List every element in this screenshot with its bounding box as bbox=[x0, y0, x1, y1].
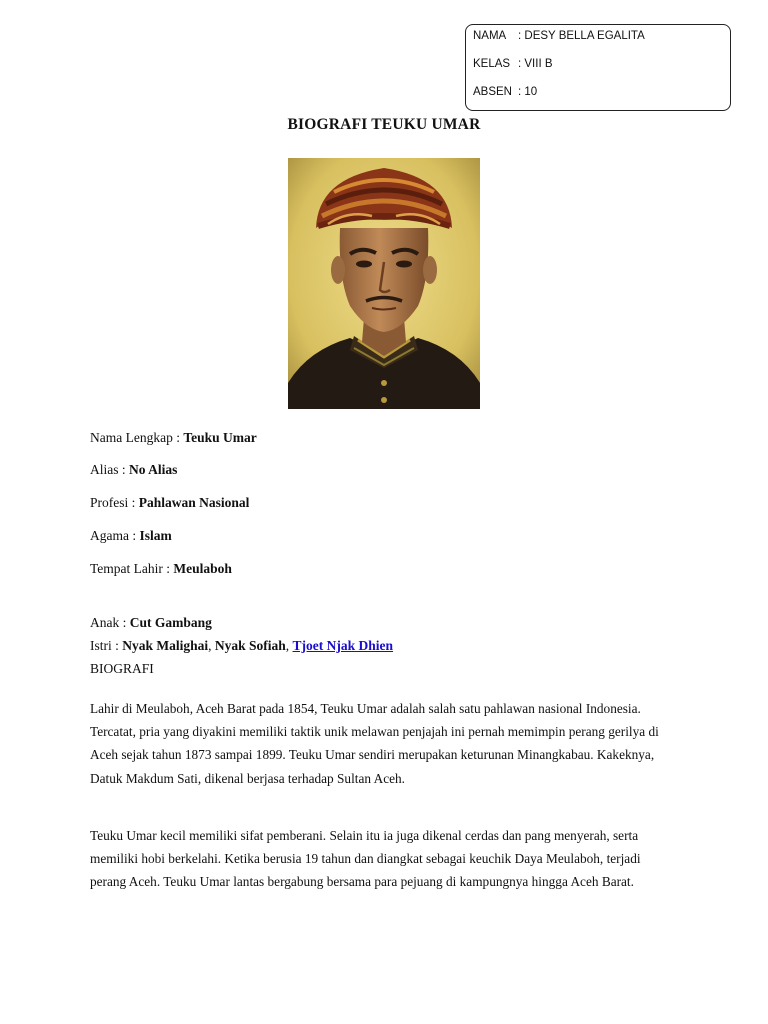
spouse-separator-2: , bbox=[285, 638, 293, 653]
info-profession bbox=[90, 495, 249, 511]
spouse-2: Nyak Sofiah bbox=[214, 638, 286, 653]
profession-label: Profesi : bbox=[90, 495, 139, 510]
biography-paragraph-1: Lahir di Meulaboh, Aceh Barat pada 1854, Teuku Umar adalah salah satu pahlawan nasional Indonesia. Tercatat, pria yang diyakini memiliki taktik unik melawan penjajah ini pernah memimpin perang gerilya di Aceh sejak tahun 1873 sampai 1899. Teuku Umar sendiri merupakan keturunan Minangkabau. Kakeknya, Datuk Makdum Sati, dikenal berjasa terhadap Sultan Aceh. bbox=[90, 701, 659, 786]
class-row bbox=[473, 58, 553, 70]
spouse-separator-1: , bbox=[208, 638, 215, 653]
name-row bbox=[473, 30, 645, 42]
info-full-name bbox=[90, 430, 257, 446]
birthplace-label: Tempat Lahir : bbox=[90, 561, 174, 576]
spouse-1: Nyak Malighai bbox=[122, 638, 209, 653]
info-religion bbox=[90, 528, 172, 544]
full-name-value: Teuku Umar bbox=[183, 430, 257, 445]
portrait-image bbox=[288, 158, 480, 409]
name-value: : DESY BELLA EGALITA bbox=[518, 30, 645, 42]
children-value: Cut Gambang bbox=[129, 615, 212, 630]
profession-value: Pahlawan Nasional bbox=[138, 495, 250, 510]
alias-label: Alias : bbox=[90, 462, 129, 477]
info-spouses bbox=[90, 638, 393, 654]
religion-label: Agama : bbox=[90, 528, 140, 543]
info-birthplace bbox=[90, 561, 232, 577]
biography-paragraph-2: Teuku Umar kecil memiliki sifat pemberani. Selain itu ia juga dikenal cerdas dan pang menyerah, serta memiliki hobi berkelahi. Ketika berusia 19 tahun dan diangkat sebagai keuchik Daya Meulaboh, terjadi perang Aceh. Teuku Umar lantas bergabung bersama para pejuang di kampungnya hingga Aceh Barat. bbox=[90, 828, 641, 890]
attendance-label: ABSEN bbox=[473, 86, 512, 98]
info-alias bbox=[90, 462, 177, 478]
section-heading-biografi: BIOGRAFI bbox=[90, 661, 154, 676]
children-label: Anak : bbox=[90, 615, 130, 630]
full-name-label: Nama Lengkap : bbox=[90, 430, 184, 445]
attendance-value: : 10 bbox=[518, 86, 538, 98]
student-identity-box bbox=[465, 24, 731, 111]
spouses-label: Istri : bbox=[90, 638, 123, 653]
document-title: BIOGRAFI TEUKU UMAR bbox=[287, 116, 481, 133]
class-value: : VIII B bbox=[518, 58, 553, 70]
attendance-row bbox=[473, 86, 537, 98]
name-label: NAMA bbox=[473, 30, 507, 42]
spouse-3-link[interactable]: Tjoet Njak Dhien bbox=[292, 638, 394, 653]
birthplace-value: Meulaboh bbox=[173, 561, 232, 576]
religion-value: Islam bbox=[139, 528, 172, 543]
alias-value: No Alias bbox=[129, 462, 178, 477]
class-label: KELAS bbox=[473, 58, 511, 70]
info-children bbox=[90, 615, 212, 631]
